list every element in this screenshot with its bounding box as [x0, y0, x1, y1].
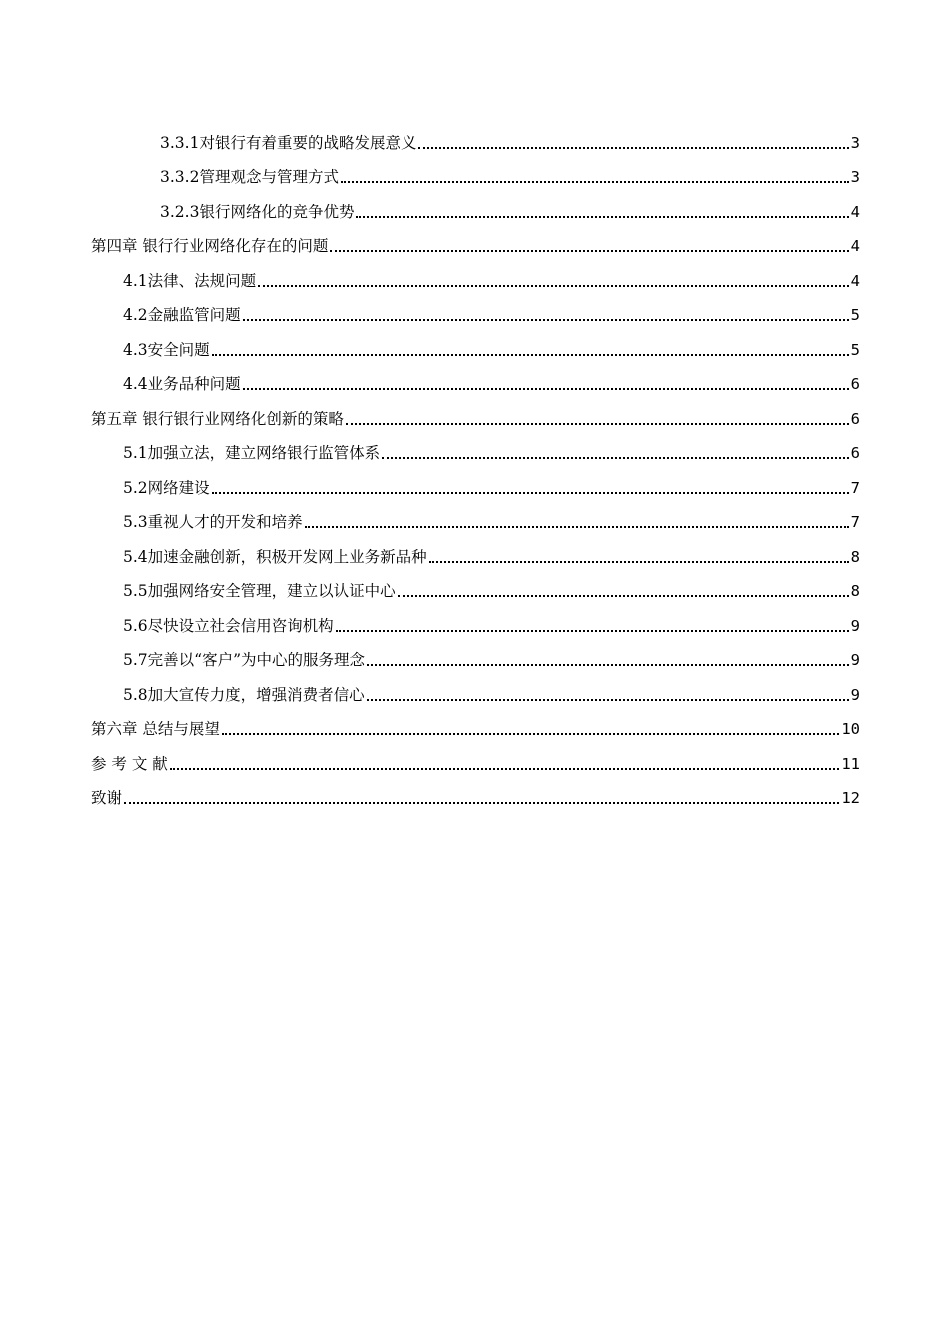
toc-leader-dots: [124, 802, 839, 804]
toc-entry[interactable]: [91, 774, 860, 809]
toc-entry-page: 4: [850, 237, 860, 255]
toc-leader-dots: [243, 319, 849, 321]
toc-entry-page: 9: [850, 651, 860, 669]
toc-entry-title: 5.6尽快设立社会信用咨询机构: [123, 616, 334, 635]
toc-entry-title: 5.4加速金融创新，积极开发网上业务新品种: [123, 547, 427, 566]
toc-entry[interactable]: [91, 394, 860, 429]
toc-entry[interactable]: [91, 325, 860, 360]
toc-entry[interactable]: [91, 739, 860, 774]
toc-entry-page: 5: [850, 340, 860, 359]
toc-entry-page: 9: [850, 685, 860, 704]
toc-entry-title: 参 考 文 献: [91, 754, 168, 773]
toc-entry-page: 4: [850, 271, 860, 290]
toc-entry[interactable]: [91, 118, 860, 153]
toc-entry-title: 4.1法律、法规问题: [123, 271, 257, 290]
toc-entry[interactable]: [91, 567, 860, 602]
toc-leader-dots: [356, 216, 848, 218]
toc-entry[interactable]: [91, 498, 860, 533]
toc-entry-title: 4.4业务品种问题: [123, 375, 241, 393]
toc-entry-title: 5.7完善以“客户”为中心的服务理念: [123, 651, 365, 669]
toc-entry-page: 7: [850, 513, 860, 531]
toc-leader-dots: [258, 285, 849, 287]
toc-leader-dots: [243, 388, 849, 390]
toc-entry-title: 5.2网络建设: [123, 478, 210, 497]
toc-entry-title: 5.5加强网络安全管理，建立以认证中心: [123, 582, 396, 600]
toc-entry-title: 3.2.3银行网络化的竞争优势: [160, 202, 355, 221]
toc-leader-dots: [418, 147, 848, 149]
toc-leader-dots: [382, 457, 849, 459]
toc-entry-page: 6: [850, 409, 860, 428]
toc-entry[interactable]: [91, 360, 860, 395]
toc-entry[interactable]: [91, 256, 860, 291]
toc-leader-dots: [222, 733, 839, 735]
table-of-contents: [91, 118, 860, 808]
toc-entry-page: 6: [850, 444, 860, 462]
toc-entry[interactable]: [91, 291, 860, 326]
toc-entry-title: 第五章 银行银行业网络化创新的策略: [91, 409, 344, 428]
toc-entry-page: 5: [850, 306, 860, 324]
toc-entry-page: 3: [850, 133, 860, 152]
toc-entry[interactable]: [91, 463, 860, 498]
toc-entry-page: 8: [850, 547, 860, 566]
toc-entry-title: 致谢: [91, 789, 123, 807]
toc-entry-title: 3.3.1对银行有着重要的战略发展意义: [160, 133, 417, 152]
toc-leader-dots: [341, 181, 849, 183]
toc-entry-title: 3.3.2管理观念与管理方式: [160, 168, 339, 186]
toc-leader-dots: [305, 526, 849, 528]
toc-leader-dots: [212, 354, 849, 356]
toc-entry-page: 7: [850, 478, 860, 497]
toc-leader-dots: [398, 595, 849, 597]
toc-leader-dots: [212, 492, 849, 494]
toc-entry[interactable]: [91, 636, 860, 671]
toc-entry-page: 3: [850, 168, 860, 186]
toc-entry[interactable]: [91, 222, 860, 257]
toc-leader-dots: [367, 664, 849, 666]
toc-entry-page: 12: [841, 789, 860, 807]
toc-entry[interactable]: [91, 670, 860, 705]
toc-entry-title: 第四章 银行行业网络化存在的问题: [91, 237, 329, 255]
toc-leader-dots: [330, 250, 848, 252]
toc-entry[interactable]: [91, 601, 860, 636]
toc-entry-page: 11: [841, 754, 860, 773]
toc-entry-page: 8: [850, 582, 860, 600]
toc-entry[interactable]: [91, 153, 860, 188]
toc-entry[interactable]: [91, 187, 860, 222]
toc-entry[interactable]: [91, 532, 860, 567]
toc-entry-title: 5.3重视人才的开发和培养: [123, 513, 303, 531]
toc-entry-title: 5.8加大宣传力度，增强消费者信心: [123, 685, 365, 704]
toc-entry-page: 10: [841, 720, 860, 738]
toc-leader-dots: [429, 561, 849, 563]
toc-entry-title: 第六章 总结与展望: [91, 720, 220, 738]
toc-leader-dots: [346, 423, 849, 425]
toc-entry[interactable]: [91, 429, 860, 464]
toc-entry-page: 6: [850, 375, 860, 393]
toc-entry[interactable]: [91, 705, 860, 740]
toc-leader-dots: [367, 699, 849, 701]
toc-entry-title: 5.1加强立法，建立网络银行监管体系: [123, 444, 381, 462]
toc-leader-dots: [170, 768, 840, 770]
toc-entry-title: 4.2金融监管问题: [123, 306, 241, 324]
toc-entry-page: 4: [850, 202, 860, 221]
toc-leader-dots: [336, 630, 849, 632]
toc-entry-title: 4.3安全问题: [123, 340, 210, 359]
toc-entry-page: 9: [850, 616, 860, 635]
